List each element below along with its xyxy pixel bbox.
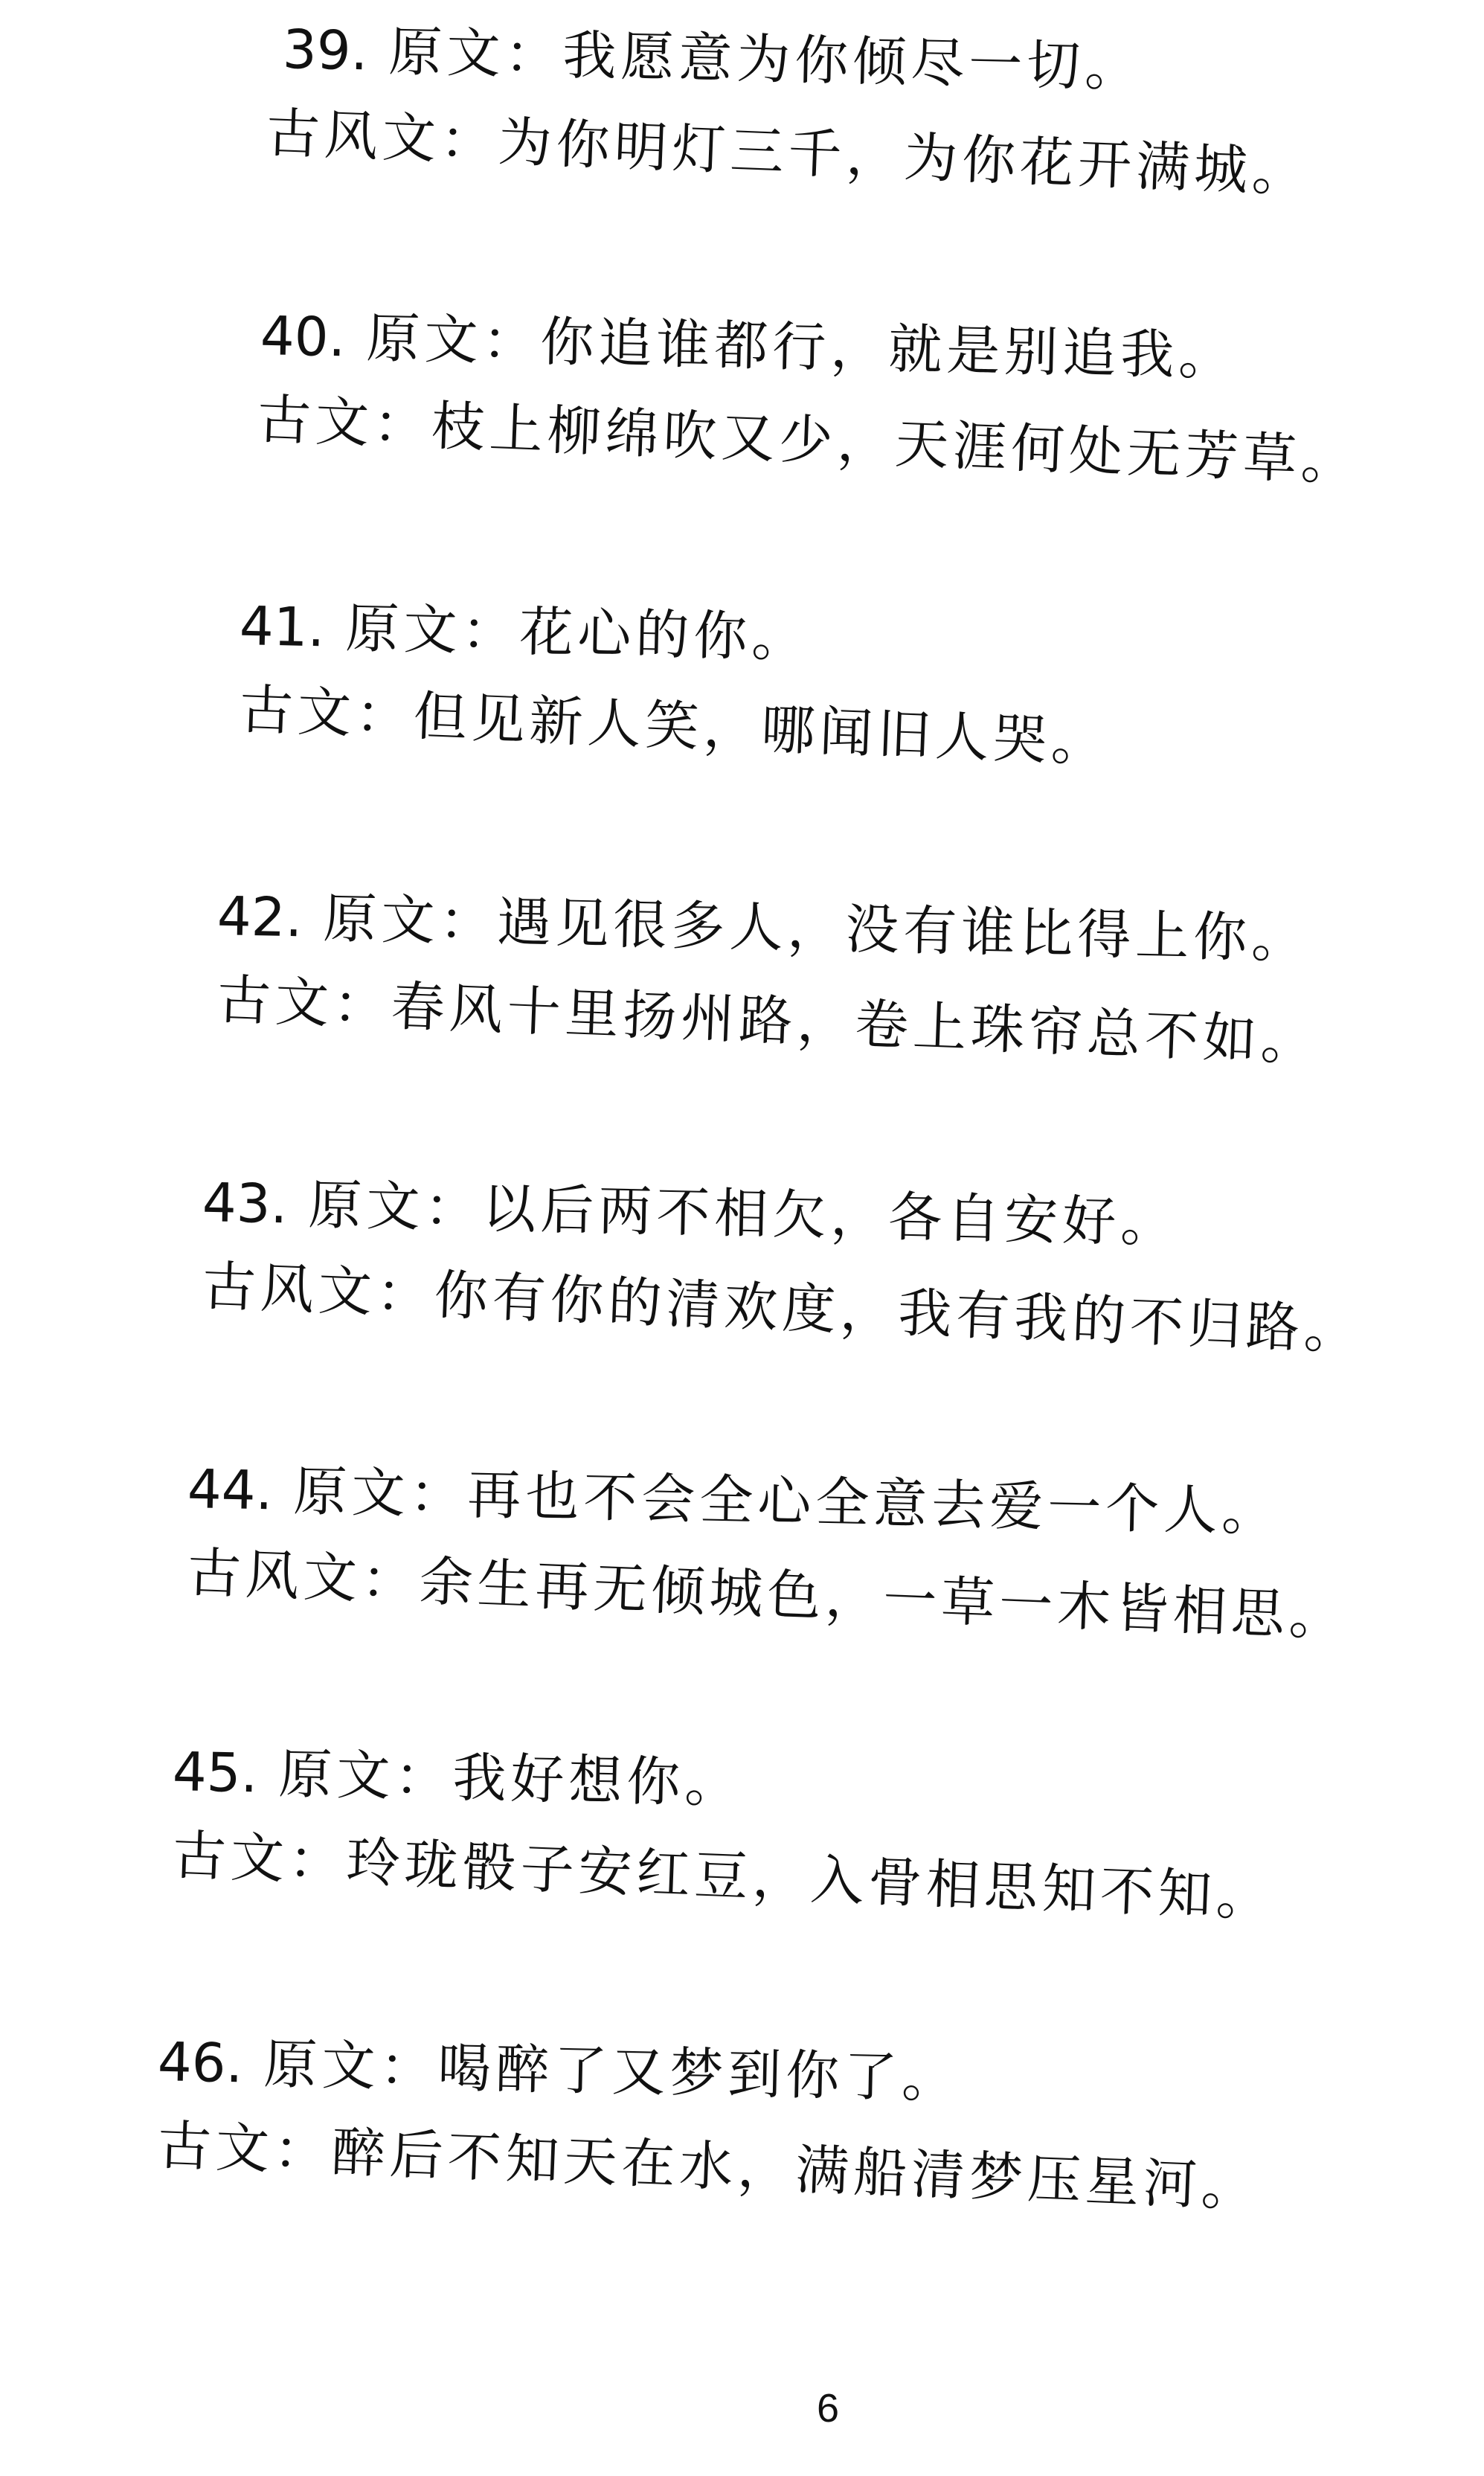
translation-label: 古文：	[156, 2114, 333, 2183]
original-label: 原文：	[292, 1459, 469, 1526]
entry-46	[156, 2030, 1484, 2219]
original-text: 你追谁都行，就是别追我。	[539, 310, 1238, 388]
page-number: 6	[817, 2386, 840, 2431]
translation-text: 醉后不知天在水，满船清梦压星河。	[330, 2120, 1261, 2219]
original-label: 原文：	[365, 306, 542, 373]
original-label: 原文：	[344, 596, 521, 663]
entry-39	[265, 18, 1484, 204]
entry-number: 43.	[202, 1171, 289, 1236]
entry-42	[216, 885, 1484, 1073]
original-line	[187, 1457, 1484, 1544]
original-line	[260, 304, 1484, 391]
entry-45	[171, 1740, 1484, 1928]
original-text: 遇见很多人，没有谁比得上你。	[496, 890, 1311, 970]
translation-label: 古风文：	[201, 1254, 436, 1326]
translation-label: 古文：	[256, 388, 433, 457]
original-line	[239, 594, 1484, 681]
translation-label: 古文：	[171, 1824, 348, 1893]
entry-41	[238, 594, 1484, 774]
entry-number: 39.	[282, 18, 369, 83]
original-line	[282, 18, 1484, 104]
entry-number: 44.	[187, 1457, 274, 1522]
original-label: 原文：	[322, 886, 498, 953]
translation-label: 古风文：	[265, 101, 500, 173]
translation-label: 古文：	[216, 968, 393, 1037]
translation-text: 春风十里扬州路，卷上珠帘总不如。	[390, 975, 1320, 1073]
translation-line	[238, 678, 1484, 787]
entry-number: 46.	[157, 2030, 244, 2095]
original-label: 原文：	[277, 1742, 454, 1809]
translation-text: 为你明灯三千，为你花开满城。	[497, 110, 1311, 204]
translation-text: 但见新人笑，哪闻旧人哭。	[412, 684, 1111, 774]
translation-line	[201, 1254, 1484, 1364]
translation-label: 古风文：	[186, 1541, 421, 1612]
translation-text: 玲珑骰子安红豆，入骨相思知不知。	[345, 1830, 1276, 1928]
original-line	[172, 1740, 1484, 1826]
original-text: 我愿意为你倾尽一切。	[562, 23, 1144, 99]
translation-text: 枝上柳绵吹又少，天涯何处无芳草。	[430, 394, 1361, 493]
translation-text: 余生再无倾城色，一草一木皆相思。	[418, 1550, 1349, 1648]
entry-40	[256, 304, 1484, 493]
entry-number: 42.	[216, 885, 303, 949]
translation-label: 古文：	[238, 678, 415, 747]
original-text: 喝醉了又梦到你了。	[437, 2036, 961, 2110]
translation-line	[156, 2114, 1484, 2223]
translation-line	[256, 388, 1484, 497]
original-label: 原文：	[263, 2032, 439, 2099]
translation-line	[216, 968, 1484, 1077]
original-text: 以后两不相欠，各自安好。	[481, 1176, 1180, 1254]
entry-44	[186, 1457, 1484, 1648]
original-line	[202, 1171, 1484, 1257]
translation-line	[186, 1541, 1484, 1650]
entry-43	[201, 1171, 1484, 1362]
original-label: 原文：	[307, 1173, 484, 1239]
original-text: 花心的你。	[518, 600, 811, 670]
original-line	[157, 2030, 1484, 2117]
entry-number: 45.	[172, 1740, 259, 1805]
original-text: 再也不会全心全意去爱一个人。	[466, 1463, 1281, 1543]
original-text: 我好想你。	[452, 1745, 744, 1815]
translation-line	[265, 101, 1484, 211]
entry-number: 40.	[260, 304, 347, 369]
translation-text: 你有你的清欢度，我有我的不归路。	[433, 1263, 1363, 1362]
original-label: 原文：	[388, 19, 564, 86]
original-line	[216, 885, 1484, 971]
translation-line	[171, 1824, 1484, 1933]
entry-number: 41.	[239, 594, 326, 659]
